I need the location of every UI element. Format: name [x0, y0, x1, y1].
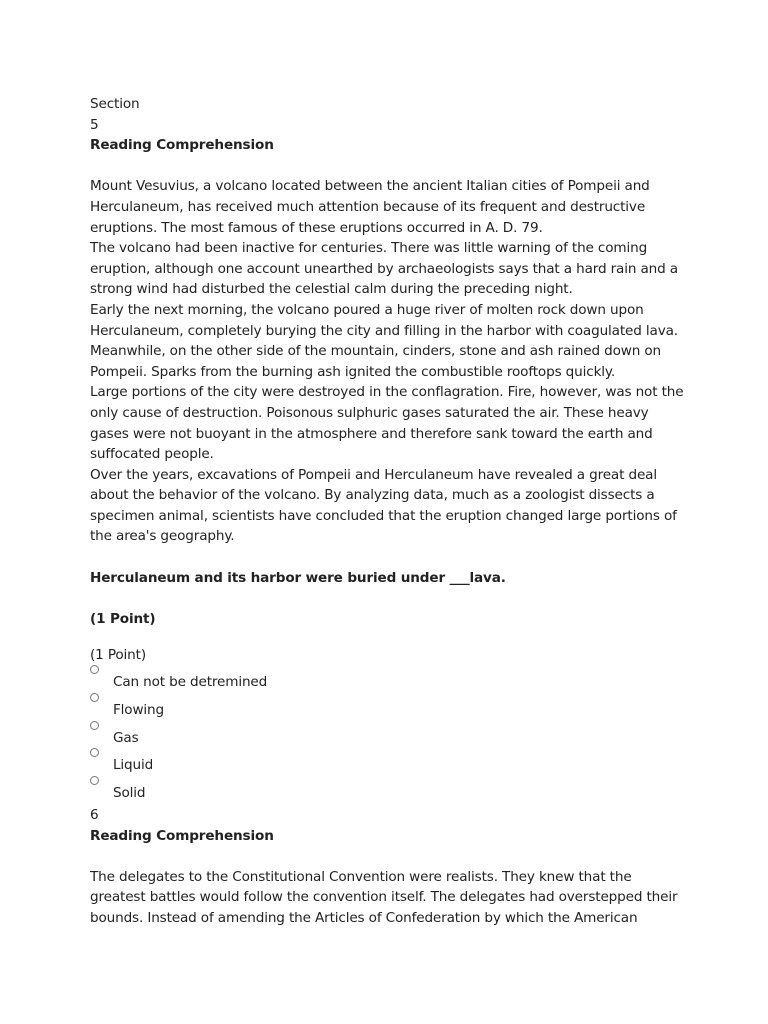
option-label: Solid: [113, 785, 146, 802]
answer-option[interactable]: [90, 749, 690, 777]
radio-button[interactable]: [90, 776, 99, 785]
answer-options: [90, 666, 690, 805]
answer-option[interactable]: [90, 777, 690, 805]
radio-button[interactable]: [90, 693, 99, 702]
section-number: 5: [90, 116, 99, 133]
option-label: Gas: [113, 729, 139, 746]
radio-button[interactable]: [90, 665, 99, 674]
document-page: [90, 94, 690, 929]
question-points-label: (1 Point): [90, 647, 146, 664]
option-label: Can not be detremined: [113, 674, 268, 691]
passage-paragraph-1: Mount Vesuvius, a volcano located between the ancient Italian cities of Pompeii and Herculaneum, has received much attention because of its frequent and destructive eruptions. The most famous of these eruptions occurred in A. D. 79.: [90, 178, 650, 236]
passage-paragraph-5: Over the years, excavations of Pompeii and Herculaneum have revealed a great deal about the behavior of the volcano. By analyzing data, much as a zoologist dissects a specimen animal, scientists have concluded that the eruption changed large portions of the area's geography.: [90, 466, 677, 545]
section-label: Section: [90, 96, 140, 112]
passage-paragraph-2: The volcano had been inactive for centuries. There was little warning of the coming eruption, although one account unearthed by archaeologists says that a hard rain and a strong wind had disturbed the celestial calm during the preceding night.: [90, 240, 678, 298]
passage-paragraph-4: Large portions of the city were destroyed in the conflagration. Fire, however, was not the only cause of destruction. Poisonous sulphuric gases saturated the air. These heavy gases were not buoyant in the atmosphere and therefore sank toward the earth and suffocated people.: [90, 384, 684, 463]
next-section-number: 6: [90, 807, 99, 824]
next-passage-paragraph: The delegates to the Constitutional Convention were realists. They knew that the greatest battles would follow the convention itself. The delegates had overstepped their bounds. Instead of amending the Articles of Confederation by which the American: [90, 868, 678, 926]
question-points-heading: (1 Point): [90, 610, 156, 627]
answer-option[interactable]: [90, 694, 690, 722]
passage-paragraph-3: Early the next morning, the volcano poured a huge river of molten rock down upon Herculaneum, completely burying the city and filling in the harbor with coagulated lava. Meanwhile, on the other side of the mountain, cinders, stone and ash rained down on Pompeii. Sparks from the burning ash ignited the combustible rooftops quickly.: [90, 301, 678, 380]
section-heading: Reading Comprehension: [90, 137, 274, 154]
answer-option[interactable]: [90, 666, 690, 694]
radio-button[interactable]: [90, 748, 99, 757]
radio-button[interactable]: [90, 721, 99, 730]
next-section-heading: Reading Comprehension: [90, 827, 274, 844]
question-text: Herculaneum and its harbor were buried under ___lava.: [90, 569, 506, 586]
answer-option[interactable]: [90, 722, 690, 750]
option-label: Flowing: [113, 701, 165, 718]
option-label: Liquid: [113, 757, 154, 774]
